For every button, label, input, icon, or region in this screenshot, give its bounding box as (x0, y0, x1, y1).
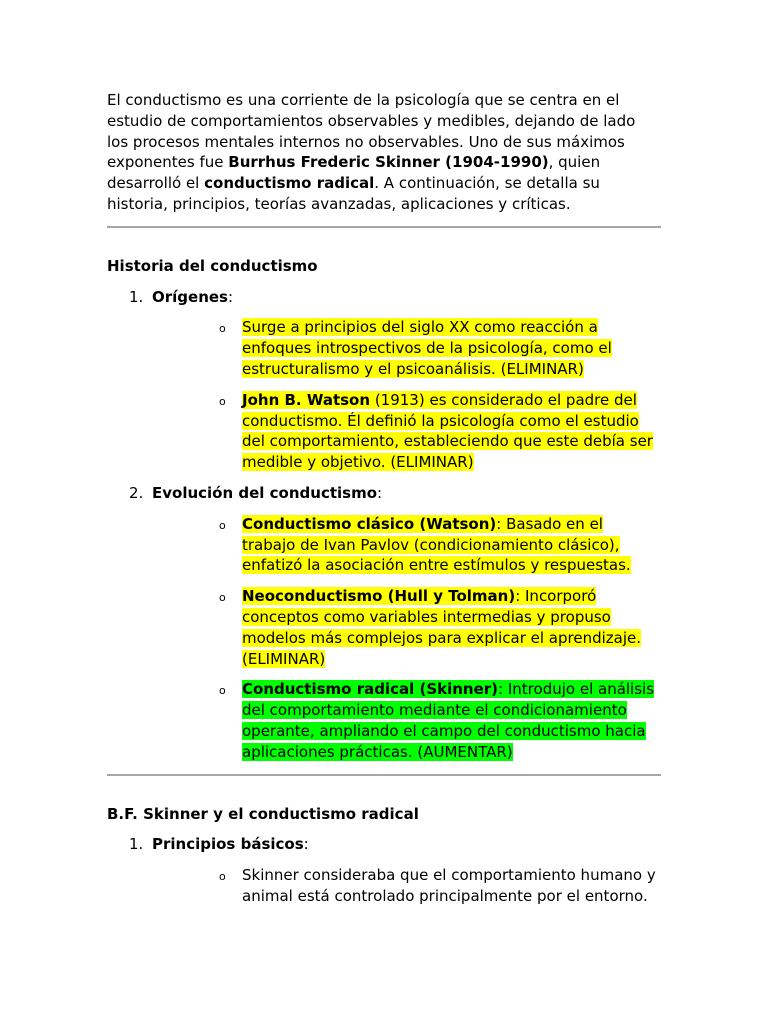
origins-sublist (152, 317, 661, 473)
bullet-icon: o (219, 684, 226, 698)
item-suffix: : (227, 287, 234, 306)
highlighted-text: Surge a principios del siglo XX como reacción a enfoques introspectivos de la psicología, como el estructuralismo y el psicoanálisis. (ELIMINAR) (242, 318, 612, 378)
horizontal-rule (107, 226, 661, 228)
bold-term: Conductismo clásico (Watson) (242, 514, 497, 533)
radical-behaviorism-term: conductismo radical (204, 174, 375, 193)
item-label: Evolución del conductismo (152, 483, 378, 502)
list-number: 1. (129, 835, 144, 854)
list-item-principles (107, 834, 661, 906)
intro-text-2: , quien desarrolló el (107, 153, 601, 193)
item-label: Orígenes (152, 287, 228, 306)
bold-term: Neoconductismo (Hull y Tolman) (242, 587, 516, 606)
bullet-icon: o (219, 394, 226, 408)
history-list (107, 287, 661, 763)
highlighted-text (242, 391, 653, 471)
bullet-icon: o (219, 870, 226, 884)
sublist-item (152, 679, 661, 762)
bullet-icon: o (219, 591, 226, 605)
intro-text-1: El conductismo es una corriente de la psicología que se centra en el estudio de comportamientos observables y medibles, dejando de lado los procesos mentales internos no observables. Uno de sus máximos exponentes fue (107, 91, 636, 172)
item-text: : Basado en el trabajo de Ivan Pavlov (condicionamiento clásico), enfatizó la asociación entre estímulos y respuestas. (242, 514, 631, 575)
item-text: : Incorporó conceptos como variables intermedias y propuso modelos más complejos para explicar el aprendizaje. (ELIMINAR) (242, 587, 642, 668)
item-text: (1913) es considerado el padre del conductismo. Él definió la psicología como el estudio del comportamiento, estableciendo que este debía ser medible y objetivo. (ELIMINAR) (242, 390, 653, 472)
list-number: 2. (129, 483, 144, 502)
list-item-origins (107, 287, 661, 473)
document-body (107, 90, 661, 907)
bold-term: John B. Watson (242, 390, 371, 409)
item-suffix: : (303, 835, 309, 854)
highlighted-text (242, 680, 654, 760)
list-item-evolution (107, 483, 661, 763)
horizontal-rule (107, 774, 661, 776)
section-title-skinner: B.F. Skinner y el conductismo radical (107, 804, 419, 823)
sublist-item (152, 390, 661, 473)
item-label: Principios básicos (152, 835, 304, 854)
bullet-icon: o (219, 322, 226, 336)
sublist-item (152, 586, 661, 669)
section-title-history: Historia del conductismo (107, 256, 318, 275)
highlighted-text (242, 587, 641, 667)
sublist-item (152, 514, 661, 576)
sublist-item (152, 317, 661, 379)
item-text: Skinner consideraba que el comportamiento humano y animal está controlado principalmente por el entorno. (242, 866, 656, 905)
skinner-list (107, 834, 661, 906)
list-number: 1. (129, 287, 144, 306)
evolution-sublist (152, 514, 661, 763)
highlighted-text (242, 515, 631, 575)
skinner-name: Burrhus Frederic Skinner (1904-1990) (228, 153, 549, 172)
bold-term: Conductismo radical (Skinner) (242, 680, 499, 699)
intro-paragraph (107, 90, 661, 215)
intro-text-3: . A continuación, se detalla su historia, principios, teorías avanzadas, aplicaciones y críticas. (107, 174, 600, 213)
item-text: : Introdujo el análisis del comportamiento mediante el condicionamiento operante, ampliando el campo del conductismo hacia aplicaciones prácticas. (AUMENTAR) (242, 680, 655, 761)
item-suffix: : (377, 483, 383, 502)
principles-sublist (152, 865, 661, 907)
sublist-item (152, 865, 661, 907)
bullet-icon: o (219, 518, 226, 532)
